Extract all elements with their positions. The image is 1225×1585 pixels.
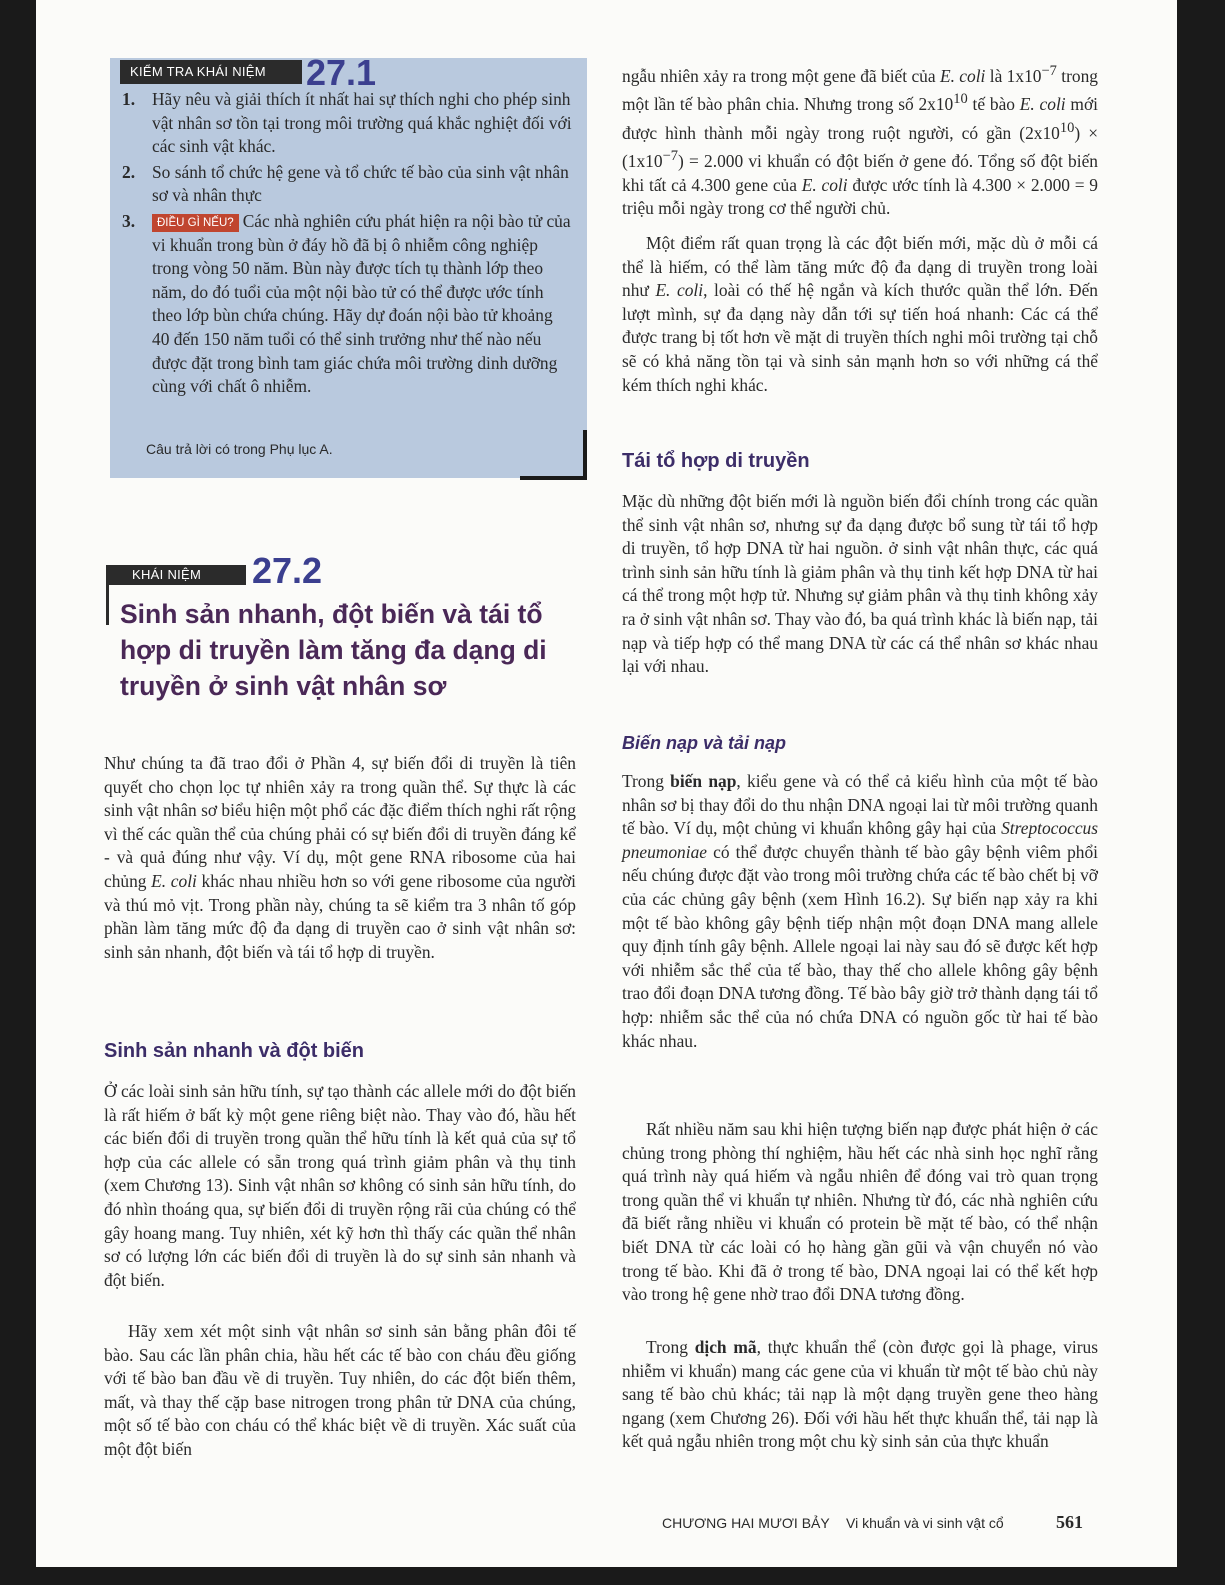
concept-check-number: 27.1 — [306, 52, 377, 93]
question-text: Hãy nêu và giải thích ít nhất hai sự thích nghi cho phép sinh vật nhân sơ tồn tại trong môi trường quá khắc nghiệt đối với các sinh vật khác. — [152, 89, 572, 157]
text-run: trong một lần tế bào phân chia. Nhưng trong số 2x10 — [622, 65, 1098, 115]
concept-tag: KHÁI NIỆM — [132, 567, 202, 582]
superscript: −7 — [662, 148, 679, 165]
section-heading-recombination: Tái tổ hợp di truyền — [622, 450, 810, 472]
text-run: là 1x10 — [985, 65, 1042, 86]
italic-species: Streptococcus pneumoniae — [622, 818, 1098, 862]
question-number: 3. — [122, 210, 136, 231]
page-number: 561 — [1056, 1512, 1083, 1532]
superscript: 10 — [953, 91, 968, 108]
text-run: có thể được chuyển thành tế bào gây bệnh viêm phổi nếu chúng được đặt vào trong môi trường chứa các tế bào chết bị vỡ của các chủng gây bệnh (xem Hình 16.2). Sự biến nạp xảy ra khi một tế bào không gây bệnh tiếp nhận một đoạn DNA mang allele quy định tính gây bệnh. Allele ngoại lai này sau đó sẽ được kết hợp với nhiễm sắc thể của tế bào, thay thế cho allele không gây bệnh trao đổi đoạn DNA tương đồng. Tế bào bây giờ trở thành dạng tái tổ hợp: nhiễm sắc thể của nó chứa DNA có nguồn gốc từ hai tế bào khác nhau. — [622, 841, 1098, 1051]
italic-species: E. coli — [1019, 94, 1066, 115]
right-paragraph-2: Mặc dù những đột biến mới là nguồn biến đổi chính trong các quần thể sinh vật nhân sơ, nhưng sự đa dạng được bổ sung từ tái tổ hợp di truyền, tổ hợp DNA từ hai nguồn. ở sinh vật nhân thực, các quá trình sinh sản hữu tính là giảm phân và thụ tinh kết hợp DNA từ hai cá thể trong một hợp tử. Nhưng sự giảm phân và thụ tinh không xảy ra ở sinh vật nhân sơ. Thay vào đó, ba quá trình khác là biến nạp, tải nạp và tiếp hợp có thể mang DNA từ các cá thể nhân sơ khác nhau lại với nhau. — [622, 491, 1098, 677]
right-paragraph-0 — [622, 60, 1098, 221]
what-if-tag: ĐIỀU GÌ NẾU? — [152, 214, 239, 232]
question-number: 1. — [122, 89, 136, 109]
scan-edge-bottom — [0, 1567, 1225, 1585]
text-run: được ước tính là 4.300 × 2.000 = 9 triệu mỗi ngày trong cơ thể người chủ. — [622, 174, 1099, 219]
answer-note: Câu trả lời có trong Phụ lục A. — [146, 441, 333, 457]
concept-number: 27.2 — [252, 550, 323, 591]
bold-term: dịch mã — [694, 1337, 757, 1357]
question-number: 2. — [122, 161, 136, 182]
text-run: tế bào — [967, 94, 1020, 115]
text-run: ngẫu nhiên xảy ra trong một gene đã biết của — [622, 65, 940, 86]
intro-end-text: khác nhau nhiều hơn so với gene ribosome của người và thú mỏ vịt. Trong phần này, chúng ta sẽ kiểm tra 3 nhân tố góp phần làm tăng mức độ đa dạng di truyền cao ở sinh vật nhân sơ: sinh sản nhanh, đột biến và tái tổ hợp di truyền. — [104, 870, 576, 962]
text-run: , kiểu gene và có thể cả kiểu hình của một tế bào nhân sơ bị thay đổi do thu nhận DNA ngoại lai từ môi trường quanh tế bào. Ví dụ, một chủng vi khuẩn không gây hại của — [622, 771, 1098, 839]
left-intro-paragraph — [104, 752, 576, 964]
text-run: ) × (1x10 — [622, 122, 1098, 171]
text-run: mới được hình thành mỗi ngày trong ruột người, có gần (2x10 — [622, 94, 1098, 143]
scan-edge-right — [1177, 0, 1225, 1585]
concept-rule — [106, 585, 109, 625]
text-run: Trong — [622, 771, 671, 791]
question-text: Các nhà nghiên cứu phát hiện ra nội bào tử của vi khuẩn trong bùn ở đáy hồ đã bị ô nhiễm công nghiệp trong vòng 50 năm. Bùn này được tích tụ thành lớp theo năm, do đó tuổi của một nội bào tử có thể được ước tính theo lớp bùn chứa chúng. Hãy dự đoán nội bào tử khoảng 40 đến 150 năm tuổi có thể sinh trưởng như thế nào nếu được đặt trong bình tam giác chứa môi trường dinh dưỡng cùng với chất ô nhiễm. — [152, 210, 571, 397]
superscript: 10 — [1059, 119, 1075, 136]
footer-subtitle: Vi khuẩn và vi sinh vật cổ — [846, 1515, 1004, 1531]
question-item — [122, 161, 572, 208]
text-run: , loài có thế hệ ngắn và kích thước quần thể lớn. Đến lượt mình, sự đa dạng này dẫn tới sự tiến hoá nhanh: Các cá thể được trang bị tốt hơn về mặt di truyền thích nghi môi trường tại chỗ sẽ có khả năng tồn tại và sinh sản mạnh hơn so với những cá thể kém thích nghi khác. — [622, 280, 1098, 395]
concept-check-questions — [122, 88, 572, 401]
text-run: Một điểm rất quan trọng là các đột biến mới, mặc dù ở mỗi cá thể là hiếm, có thể làm tăng mức độ đa dạng di truyền trong loài như — [622, 233, 1098, 301]
concept-title: Sinh sản nhanh, đột biến và tái tổ hợp di truyền làm tăng đa dạng di truyền ở sinh vật nhân sơ — [120, 599, 547, 701]
intro-italic-text: E. coli — [151, 870, 197, 891]
text-run: ) = 2.000 vi khuẩn có đột biến ở gene đó. Tổng số đột biến khi tất cả 4.300 gene của — [622, 150, 1098, 195]
box-corner-rule-horizontal — [520, 476, 587, 480]
right-paragraph-3 — [622, 770, 1098, 1053]
left-paragraph-2: Hãy xem xét một sinh vật nhân sơ sinh sản bằng phân đôi tế bào. Sau các lần phân chia, hầu hết các tế bào con cháu đều giống với tế bào ban đầu về di truyền. Tuy nhiên, do các đột biến thêm, mất, và thay thế cặp base nitrogen trong phân tử DNA của chúng, một số tế bào con cháu có thể khác biệt về di truyền. Xác suất của một đột biến — [104, 1321, 576, 1459]
question-item — [122, 210, 572, 399]
right-paragraph-5 — [622, 1336, 1098, 1454]
box-corner-rule — [583, 430, 587, 480]
subheading-transformation: Biến nạp và tải nạp — [622, 733, 787, 753]
right-paragraph-1 — [622, 232, 1098, 397]
bold-term: biến nạp — [670, 771, 737, 791]
intro-text: Như chúng ta đã trao đổi ở Phần 4, sự biến đổi di truyền là tiên quyết cho chọn lọc tự nhiên xảy ra trong quần thể. Sự thực là các sinh vật nhân sơ biểu hiện một phổ các đặc điểm thích nghi rất rộng vì thế các quần thể của chúng phải có sự biến đổi di truyền đáng kể - và quả đúng như vậy. Ví dụ, một gene RNA ribosome của hai chủng — [104, 753, 576, 891]
question-item — [122, 88, 572, 159]
superscript: −7 — [1041, 63, 1057, 79]
italic-species: E. coli — [801, 174, 848, 195]
section-heading-reproduction: Sinh sản nhanh và đột biến — [104, 1040, 365, 1062]
left-paragraph-1: Ở các loài sinh sản hữu tính, sự tạo thành các allele mới do đột biến là rất hiếm ở bất kỳ một gene riêng biệt nào. Thay vào đó, hầu hết các biến đổi di truyền trong quần thể hữu tính là kết quả của sự tổ hợp của các allele có sẵn trong quá trình giảm phân và thụ tinh (xem Chương 13). Sinh vật nhân sơ không có sinh sản hữu tính, do đó nhìn thoáng qua, sự biến đổi di truyền rộng rãi của chúng có thể gây hoang mang. Tuy nhiên, xét kỹ hơn thì thấy các quần thể nhân sơ có lượng lớn các biến đổi di truyền là do sự sinh sản nhanh và đột biến. — [104, 1081, 576, 1290]
italic-species: E. coli — [939, 65, 986, 86]
concept-check-tag: KIỂM TRA KHÁI NIỆM — [120, 60, 302, 84]
text-run: Trong — [646, 1337, 695, 1357]
question-text: So sánh tổ chức hệ gene và tổ chức tế bào của sinh vật nhân sơ và nhân thực — [152, 161, 569, 206]
footer-chapter: CHƯƠNG HAI MƯƠI BẢY — [662, 1515, 830, 1531]
italic-species: E. coli — [655, 280, 704, 301]
right-paragraph-4: Rất nhiều năm sau khi hiện tượng biến nạp được phát hiện ở các chủng trong phòng thí nghiệm, hầu hết các nhà sinh học nghĩ rằng quá trình này quá hiếm và ngẫu nhiên để đóng vai trò quan trọng trong quần thể vi khuẩn tự nhiên. Nhưng từ đó, các nhà nghiên cứu đã biết rằng nhiều vi khuẩn có protein bề mặt tế bào, có thể nhận biết DNA từ các loài có họ hàng gần gũi và vận chuyển nó vào trong tế bào. Khi đã ở trong tế bào, DNA ngoại lai có thể kết hợp vào trong hệ gene nhờ trao đổi DNA tương đồng. — [622, 1119, 1098, 1305]
scan-edge-left — [0, 0, 36, 1585]
text-run: , thực khuẩn thể (còn được gọi là phage, virus nhiễm vi khuẩn) mang các gene của vi khuẩn từ một tế bào chủ này sang tế bào chủ khác; tải nạp là một dạng truyền gene theo hàng ngang (xem Chương 26). Đối với hầu hết thực khuẩn thể, tải nạp là kết quả ngẫu nhiên trong một chu kỳ sinh sản của thực khuẩn — [622, 1337, 1098, 1452]
